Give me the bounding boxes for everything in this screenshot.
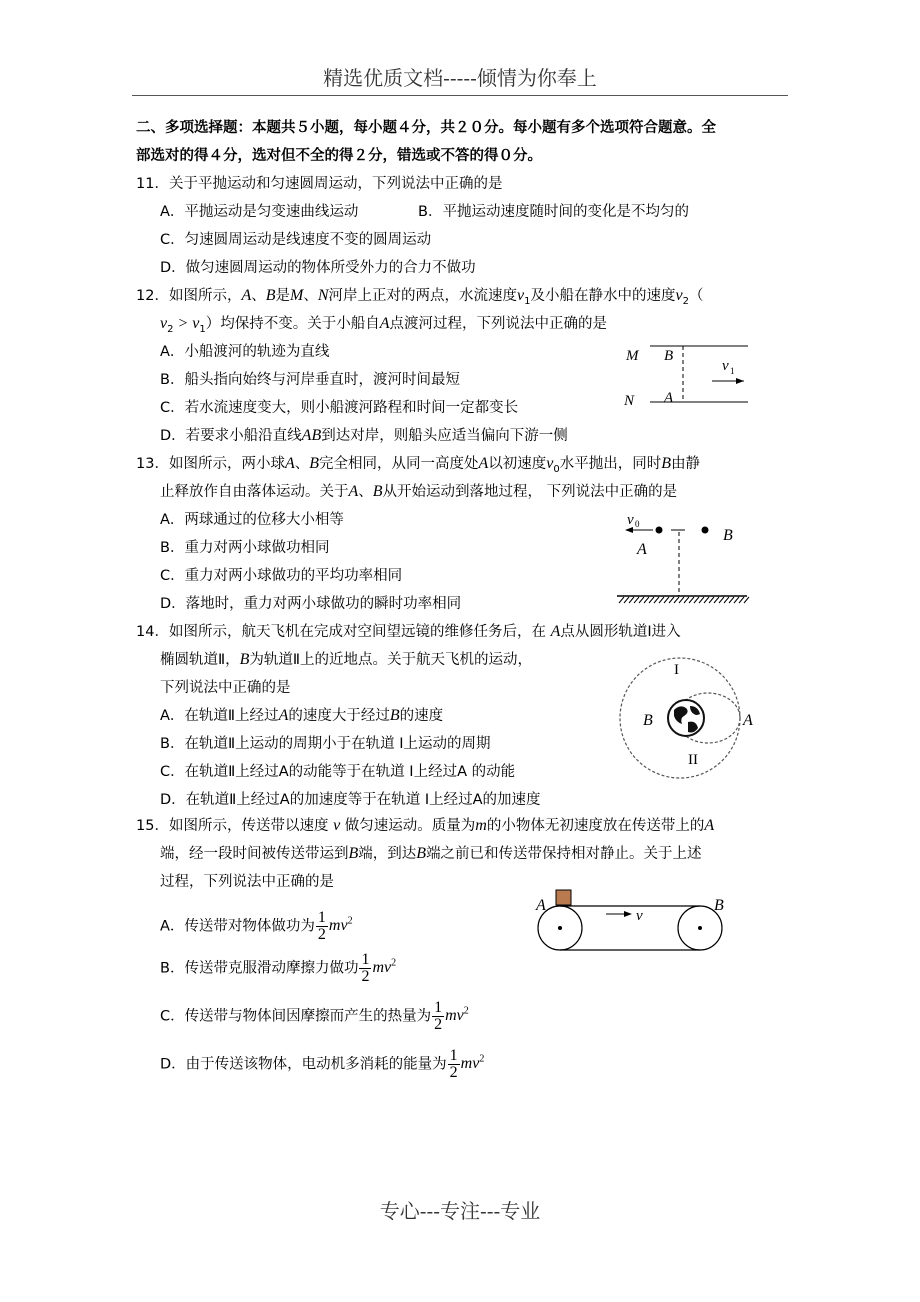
hatch-mark xyxy=(719,597,724,603)
q14-option-b: B．在轨道Ⅱ上运动的周期小于在轨道 Ⅰ上运动的周期 xyxy=(160,736,491,752)
q15-stem-line2: 端，经一段时间被传送带运到B端，到达B端之前已和传送带保持相对静止。关于上述 xyxy=(160,845,702,862)
q14-stem-line2: 椭圆轨道Ⅱ，B为轨道Ⅱ上的近地点。关于航天飞机的运动， xyxy=(160,651,533,668)
q15-stem-line1: 15．如图所示，传送带以速度 v 做匀速运动。质量为m的小物体无初速度放在传送带上的A xyxy=(136,817,715,834)
half-fraction: $\frac{1}{2}$ xyxy=(317,908,326,943)
hatch-mark xyxy=(664,597,669,603)
q12-stem-line1: 12．如图所示，A、B是M、N河岸上正对的两点，水流速度$v_1$及小船在静水中的速度$v_2$（ xyxy=(136,287,704,307)
hatch-mark xyxy=(659,597,664,603)
page-header: 精选优质文档-----倾情为你奉上 xyxy=(323,66,597,90)
hatch-mark xyxy=(654,597,659,603)
q14-orbit-figure xyxy=(608,652,768,782)
label-v0-sub: 0 xyxy=(635,519,640,529)
q11-option-a: A．平抛运动是匀变速曲线运动 xyxy=(160,204,359,220)
q11-option-d: D．做匀速圆周运动的物体所受外力的合力不做功 xyxy=(160,260,476,276)
q14-option-a: A．在轨道Ⅱ上经过A的速度大于经过B的速度 xyxy=(160,707,444,724)
hatch-mark xyxy=(689,597,694,603)
q14-stem-line3: 下列说法中正确的是 xyxy=(160,680,291,696)
label-b: B xyxy=(714,897,724,914)
label-orbit-ii: II xyxy=(688,752,698,768)
label-a: A xyxy=(743,712,753,729)
half-fraction: $\frac{1}{2}$ xyxy=(434,998,443,1033)
ball-a xyxy=(656,527,663,534)
label-b: B xyxy=(643,712,653,729)
hatch-mark xyxy=(624,597,629,603)
label-v: v xyxy=(636,908,643,924)
q15-option-d: D．由于传送该物体，电动机多消耗的能量为 $\frac{1}{2}$ $mv^2$ xyxy=(160,1046,485,1081)
q14-option-c: C．在轨道Ⅱ上经过A的动能等于在轨道 Ⅰ上经过A 的动能 xyxy=(160,764,516,780)
half-fraction: $\frac{1}{2}$ xyxy=(449,1046,458,1081)
hatch-mark xyxy=(634,597,639,603)
hatch-mark xyxy=(629,597,634,603)
label-v0: v xyxy=(627,512,634,528)
label-n: N xyxy=(624,393,635,409)
hatch-mark xyxy=(674,597,679,603)
right-pulley-axle xyxy=(698,926,702,930)
velocity-arrow-head xyxy=(624,911,632,917)
q12-river-figure xyxy=(620,340,760,410)
q15-option-c: C．传送带与物体间因摩擦而产生的热量为 $\frac{1}{2}$ $mv^2$ xyxy=(160,998,469,1033)
label-b: B xyxy=(664,348,674,364)
ground-hatch xyxy=(619,597,749,603)
hatch-mark xyxy=(729,597,734,603)
section-heading-line2: 部选对的得４分，选对但不全的得２分，错选或不答的得０分。 xyxy=(136,148,542,164)
q13-option-d: D．落地时，重力对两小球做功的瞬时功率相同 xyxy=(160,596,462,612)
hatch-mark xyxy=(744,597,749,603)
half-fraction: $\frac{1}{2}$ xyxy=(361,950,370,985)
hatch-mark xyxy=(694,597,699,603)
q13-stem-line2: 止释放作自由落体运动。关于A、B从开始运动到落地过程， 下列说法中正确的是 xyxy=(160,483,678,500)
q11-stem: 11．关于平抛运动和匀速圆周运动，下列说法中正确的是 xyxy=(136,176,503,192)
label-a: A xyxy=(637,541,647,558)
label-a: A xyxy=(664,390,674,406)
label-a: A xyxy=(536,897,546,914)
ball-b xyxy=(702,527,709,534)
hatch-mark xyxy=(684,597,689,603)
hatch-mark xyxy=(644,597,649,603)
q15-option-a: A．传送带对物体做功为 $\frac{1}{2}$ $mv^2$ xyxy=(160,908,353,943)
q12-option-c: C．若水流速度变大，则小船渡河路程和时间一定都变长 xyxy=(160,400,519,416)
page-footer: 专心---专注---专业 xyxy=(379,1199,541,1223)
header-rule xyxy=(132,95,788,96)
q15-conveyor-figure xyxy=(528,884,738,956)
label-v1-sub: 1 xyxy=(730,366,735,376)
hatch-mark xyxy=(734,597,739,603)
q15-stem-line3: 过程，下列说法中正确的是 xyxy=(160,874,334,890)
hatch-mark xyxy=(739,597,744,603)
earth-icon xyxy=(668,700,704,736)
hatch-mark xyxy=(724,597,729,603)
q12-option-a: A．小船渡河的轨迹为直线 xyxy=(160,344,330,360)
q14-option-d: D．在轨道Ⅱ上经过A的加速度等于在轨道 Ⅰ上经过A的加速度 xyxy=(160,792,541,808)
hatch-mark xyxy=(709,597,714,603)
q14-stem-line1: 14．如图所示，航天飞机在完成对空间望远镜的维修任务后，在 A点从圆形轨道Ⅰ进入 xyxy=(136,623,681,640)
object-block xyxy=(556,890,571,905)
hatch-mark xyxy=(649,597,654,603)
q12-option-d: D．若要求小船沿直线AB到达对岸，则船头应适当偏向下游一侧 xyxy=(160,427,568,444)
hatch-mark xyxy=(714,597,719,603)
label-b: B xyxy=(723,527,733,544)
left-pulley-axle xyxy=(558,926,562,930)
label-m: M xyxy=(626,348,639,364)
hatch-mark xyxy=(619,597,624,603)
hatch-mark xyxy=(699,597,704,603)
hatch-mark xyxy=(704,597,709,603)
q13-projectile-figure xyxy=(615,508,755,608)
q13-option-b: B．重力对两小球做功相同 xyxy=(160,540,330,556)
hatch-mark xyxy=(639,597,644,603)
q12-option-b: B．船头指向始终与河岸垂直时，渡河时间最短 xyxy=(160,372,460,388)
flow-arrow-head xyxy=(736,378,744,384)
q13-option-c: C．重力对两小球做功的平均功率相同 xyxy=(160,568,403,584)
q11-option-b: B．平抛运动速度随时间的变化是不均匀的 xyxy=(418,204,689,220)
q15-option-b: B．传送带克服滑动摩擦力做功 $\frac{1}{2}$ $mv^2$ xyxy=(160,950,397,985)
q13-stem-line1: 13．如图所示，两小球A、B完全相同，从同一高度处A以初速度$v_0$水平抛出，同时B由静 xyxy=(136,455,701,475)
q13-option-a: A．两球通过的位移大小相等 xyxy=(160,512,344,528)
q11-option-c: C．匀速圆周运动是线速度不变的圆周运动 xyxy=(160,232,432,248)
label-v1: v xyxy=(722,358,729,374)
hatch-mark xyxy=(669,597,674,603)
label-orbit-i: I xyxy=(674,662,679,678)
hatch-mark xyxy=(679,597,684,603)
q12-stem-line2: $v_2 > v_1$）均保持不变。关于小船自A点渡河过程，下列说法中正确的是 xyxy=(160,315,608,335)
section-heading-line1: 二、多项选择题：本题共５小题，每小题４分，共２０分。每小题有多个选项符合题意。全 xyxy=(136,120,716,136)
